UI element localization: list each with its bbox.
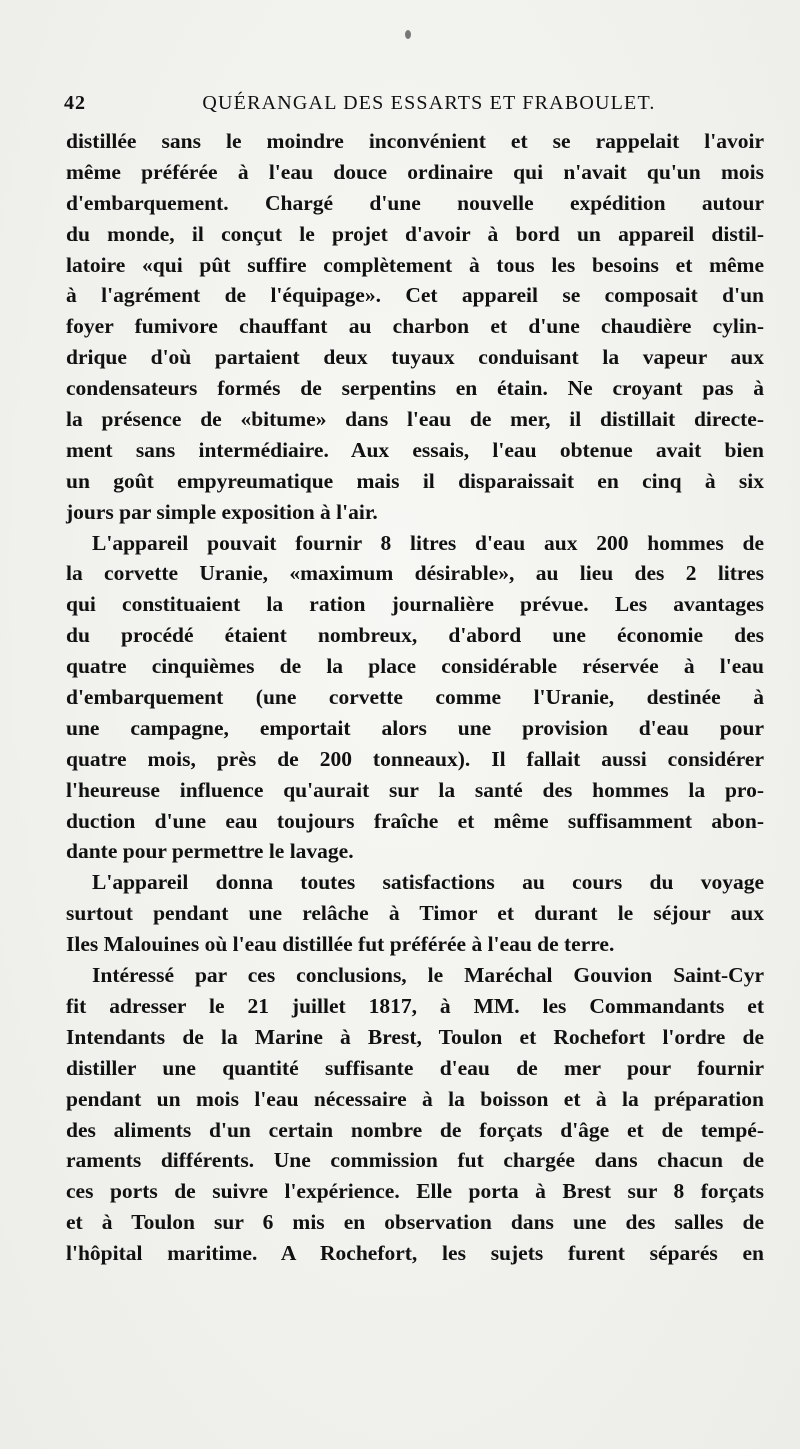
text-line: condensateurs formés de serpentins en étain. Ne croyant pas à [66,376,764,401]
text-line: la corvette Uranie, «maximum désirable», au lieu des 2 litres [66,561,764,586]
page-number: 42 [64,92,86,114]
text-line: L'appareil pouvait fournir 8 litres d'eau aux 200 hommes de [92,530,764,555]
text-line: distiller une quantité suffisante d'eau de mer pour fournir [66,1055,764,1080]
text-line: des aliments d'un certain nombre de forçats d'âge et de tempé- [66,1117,764,1142]
text-line: un goût empyreumatique mais il disparaissait en cinq à six [66,468,764,493]
text-line: à l'agrément de l'équipage». Cet appareil se composait d'un [66,283,764,308]
text-line: Intéressé par ces conclusions, le Maréchal Gouvion Saint-Cyr [92,963,764,988]
page-header [64,92,754,122]
text-line: quatre cinquièmes de la place considérable réservée à l'eau [66,654,764,679]
text-line: d'embarquement (une corvette comme l'Uranie, destinée à [66,685,764,710]
text-line: l'heureuse influence qu'aurait sur la santé des hommes la pro- [66,777,764,802]
text-line: ces ports de suivre l'expérience. Elle porta à Brest sur 8 forçats [66,1179,764,1204]
text-line: du monde, il conçut le projet d'avoir à bord un appareil distil- [66,221,764,246]
text-line: ment sans intermédiaire. Aux essais, l'eau obtenue avait bien [66,437,764,462]
text-line: jours par simple exposition à l'air. [66,499,378,524]
text-line: du procédé étaient nombreux, d'abord une économie des [66,623,764,648]
body-text [66,126,764,1269]
text-line: qui constituaient la ration journalière prévue. Les avantages [66,592,764,617]
text-line: duction d'une eau toujours fraîche et même suffisamment abon- [66,808,764,833]
text-line: une campagne, emportait alors une provision d'eau pour [66,715,764,740]
text-line: latoire «qui pût suffire complètement à tous les besoins et même [66,252,764,277]
text-line: foyer fumivore chauffant au charbon et d'une chaudière cylin- [66,314,764,339]
ink-speck [405,30,411,39]
text-line: drique d'où partaient deux tuyaux conduisant la vapeur aux [66,345,764,370]
text-line: la présence de «bitume» dans l'eau de mer, il distillait directe- [66,407,764,432]
text-line: distillée sans le moindre inconvénient et se rappelait l'avoir [66,129,764,153]
text-line: raments différents. Une commission fut chargée dans chacun de [66,1148,764,1173]
text-line: pendant un mois l'eau nécessaire à la boisson et à la préparation [66,1086,764,1111]
text-line: Iles Malouines où l'eau distillée fut préférée à l'eau de terre. [66,932,615,957]
text-line: l'hôpital maritime. A Rochefort, les sujets furent séparés en [66,1241,764,1266]
text-line: L'appareil donna toutes satisfactions au cours du voyage [92,870,764,895]
text-line: même préférée à l'eau douce ordinaire qui n'avait qu'un mois [66,159,764,184]
text-line: quatre mois, près de 200 tonneaux). Il fallait aussi considérer [66,746,764,771]
text-line: et à Toulon sur 6 mis en observation dans une des salles de [66,1210,764,1235]
text-line: fit adresser le 21 juillet 1817, à MM. les Commandants et [66,993,764,1018]
running-head: QUÉRANGAL DES ESSARTS ET FRABOULET. [202,92,656,114]
text-line: d'embarquement. Chargé d'une nouvelle expédition autour [66,190,764,215]
text-line: Intendants de la Marine à Brest, Toulon et Rochefort l'ordre de [66,1024,764,1049]
text-line: dante pour permettre le lavage. [66,839,354,864]
text-line: surtout pendant une relâche à Timor et durant le séjour aux [66,901,764,926]
